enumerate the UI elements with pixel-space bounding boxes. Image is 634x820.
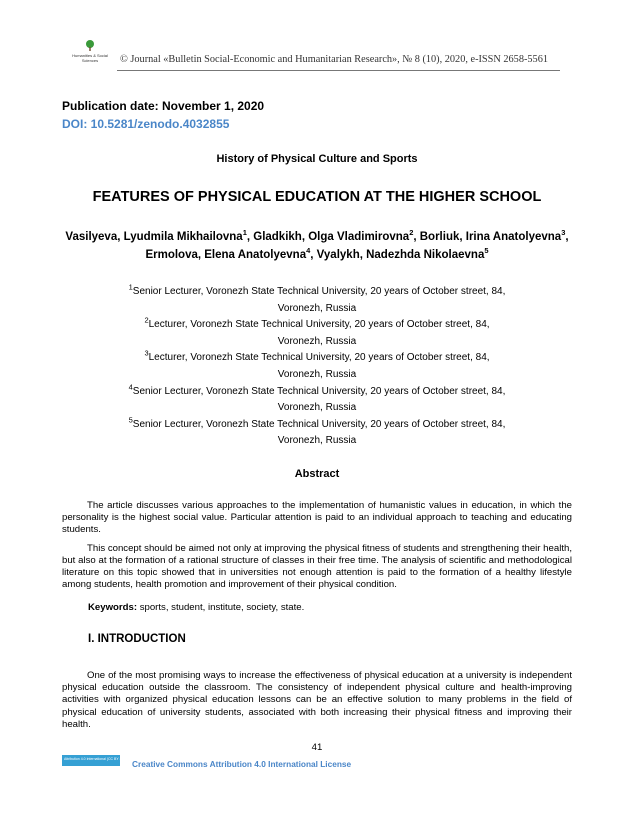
logo-text: Humanities & Social Sciences [72,53,108,63]
abstract-body [62,500,572,597]
author-sup: 5 [484,246,489,256]
section-title: History of Physical Culture and Sports [216,153,418,165]
affiliation-city: Voronezh, Russia [277,402,357,414]
author-sup: 3 [561,228,566,238]
page-number: 41 [311,742,323,753]
author-name: Vasilyeva, Lyudmila Mikhailovna [65,231,243,243]
abstract-heading: Abstract [294,468,340,480]
keywords-list: sports, student, institute, society, state. [139,602,305,613]
keywords [88,602,304,613]
doi-link[interactable]: DOI: 10.5281/zenodo.4032855 [62,117,230,131]
introduction-heading: I. INTRODUCTION [88,633,186,645]
journal-logo [72,40,108,70]
author-name: Vyalykh, Nadezhda Nikolaevna [316,249,485,261]
publication-date: Publication date: November 1, 2020 [62,99,265,113]
affiliation-sup: 2 [144,315,149,325]
header-divider [117,70,560,71]
affiliation-sup: 1 [128,282,133,292]
affiliation [62,317,572,350]
affiliation-line: Senior Lecturer, Voronezh State Technical University, 20 years of October street, 84, [132,418,506,430]
introduction-paragraph: One of the most promising ways to increase the effectiveness of physical education at a university is independent physical education outside the classroom. The consistency of independent physical culture and health-improving activities with organized physical education lessons can be an effective solution to many problems in the field of physical education of university students, associated with both increasing their physical fitness and improving their health. [62,670,572,730]
author-list: Vasilyeva, Lyudmila Mikhailovna$^1$, Gladkikh, Olga Vladimirovna$^2$, Borliuk, Irina Anatolyevna$^3$, Ermolova, Elena Anatolyevna$^4$, Vyalykh, Nadezhda Nikolaevna$^5$ [65,228,569,261]
author-name: Ermolova, Elena Anatolyevna [145,249,307,261]
affiliation-list [62,284,572,450]
abstract-paragraph: This concept should be aimed not only at improving the physical fitness of students and strengthening their health, but also at the formation of a rational structure of classes in their free time. The analysis of scientific and methodological literature on this topic showed that in universities not enough attention is paid to the formation of a healthy lifestyle among students, health promotion and improvement of their physical condition. [62,542,572,591]
affiliation [62,284,572,317]
cc-badge-text: Attribution 4.0 International (CC BY 4.0) [64,757,126,761]
affiliation-line: Lecturer, Voronezh State Technical University, 20 years of October street, 84, [148,319,490,331]
affiliation-line: Senior Lecturer, Voronezh State Technical University, 20 years of October street, 84, [132,385,506,397]
affiliation-city: Voronezh, Russia [277,302,357,314]
affiliation-sup: 5 [128,415,133,425]
affiliation-line: Senior Lecturer, Voronezh State Technical University, 20 years of October street, 84, [132,286,506,297]
keywords-label: Keywords: [88,602,138,613]
journal-citation: © Journal «Bulletin Social-Economic and Humanitarian Research», № 8 (10), 2020, e-ISSN 2658-5561 [120,54,549,65]
license-link[interactable]: Creative Commons Attribution 4.0 International License [132,759,352,769]
introduction-body [62,670,572,737]
affiliation [62,417,572,450]
affiliation [62,384,572,417]
tree-logo-icon [85,40,95,52]
affiliation-line: Lecturer, Voronezh State Technical University, 20 years of October street, 84, [148,352,490,364]
affiliation-sup: 3 [144,349,149,359]
author-sup: 2 [409,228,414,238]
author-sup: 1 [242,228,247,238]
abstract-paragraph: The article discusses various approaches to the implementation of humanistic values in education, in which the personality is the highest social value. Particular attention is paid to an individual approach to teaching and educating students. [62,500,572,536]
author-sup: 4 [306,246,311,256]
affiliation [62,350,572,383]
affiliation-sup: 4 [128,382,133,392]
author-name: Gladkikh, Olga Vladimirovna [253,231,410,243]
author-name: Borliuk, Irina Anatolyevna [419,231,562,243]
affiliation-city: Voronezh, Russia [277,335,357,347]
paper-title: FEATURES OF PHYSICAL EDUCATION AT THE HIGHER SCHOOL [92,189,542,205]
cc-license-badge[interactable] [62,755,126,766]
affiliation-city: Voronezh, Russia [277,435,357,447]
affiliation-city: Voronezh, Russia [277,368,357,380]
